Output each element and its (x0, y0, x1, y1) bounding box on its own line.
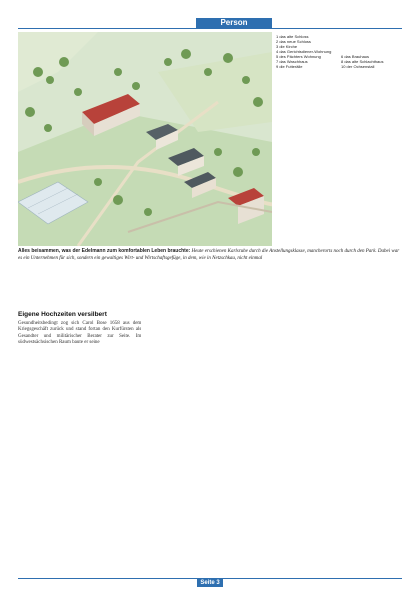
top-rule (18, 28, 402, 29)
article-column-3 (281, 308, 404, 572)
illustration-legend (276, 34, 406, 69)
article-column-1 (18, 308, 141, 572)
legend-item: 3 die Kirche (276, 44, 298, 49)
legend-item: 10 der Ochsenstall (341, 64, 375, 69)
caption-lead: Alles beisammen, was der Edelmann zum komfortablen Leben brauchte: (18, 248, 191, 254)
legend-item: 1 das alte Schloss (276, 34, 309, 39)
legend-row (276, 64, 406, 69)
legend-item: 9 die Futterälle (276, 64, 303, 69)
legend-item: 4 das Gerichtsdiener-Wohnung (276, 49, 332, 54)
caption-text: Heute erschienen Karlsruhe durch die Anstellungsklasse, mancherorts noch durch den Park. Dabei war es ein Unternehmen für sich, sondern ein gewaltiges Wirt- und Wirtschaftsgefüge, in dem, wie in Netzschkau, nicht einmal (18, 249, 400, 261)
article-paragraph: Gesundheitsbedingt zog sich Carol Bose 1658 aus dem Kriegsgeschäft zurück und stand fortan den Kurfürsten als Gesandter und militärischer Berater zur Seite. Im südwestsächsischen Raum baute er seine (18, 320, 142, 346)
estate-illustration (18, 32, 272, 246)
legend-item: 8 das alte Schlachthaus (341, 59, 384, 64)
legend-item: 7 das Waschhaus (276, 59, 308, 64)
legend-item: 2 das neue Schloss (276, 39, 311, 44)
section-tab: Person (196, 18, 272, 28)
legend-item: 6 das Brauhaus (341, 54, 370, 59)
legend-item: 5 des Pächters Wohnung (276, 54, 321, 59)
page-number: Seite 3 (197, 579, 223, 587)
image-caption (18, 248, 404, 262)
article-column-2 (149, 308, 272, 572)
article-columns (18, 308, 404, 572)
section-heading: Eigene Hochzeiten versilbert (18, 311, 107, 318)
